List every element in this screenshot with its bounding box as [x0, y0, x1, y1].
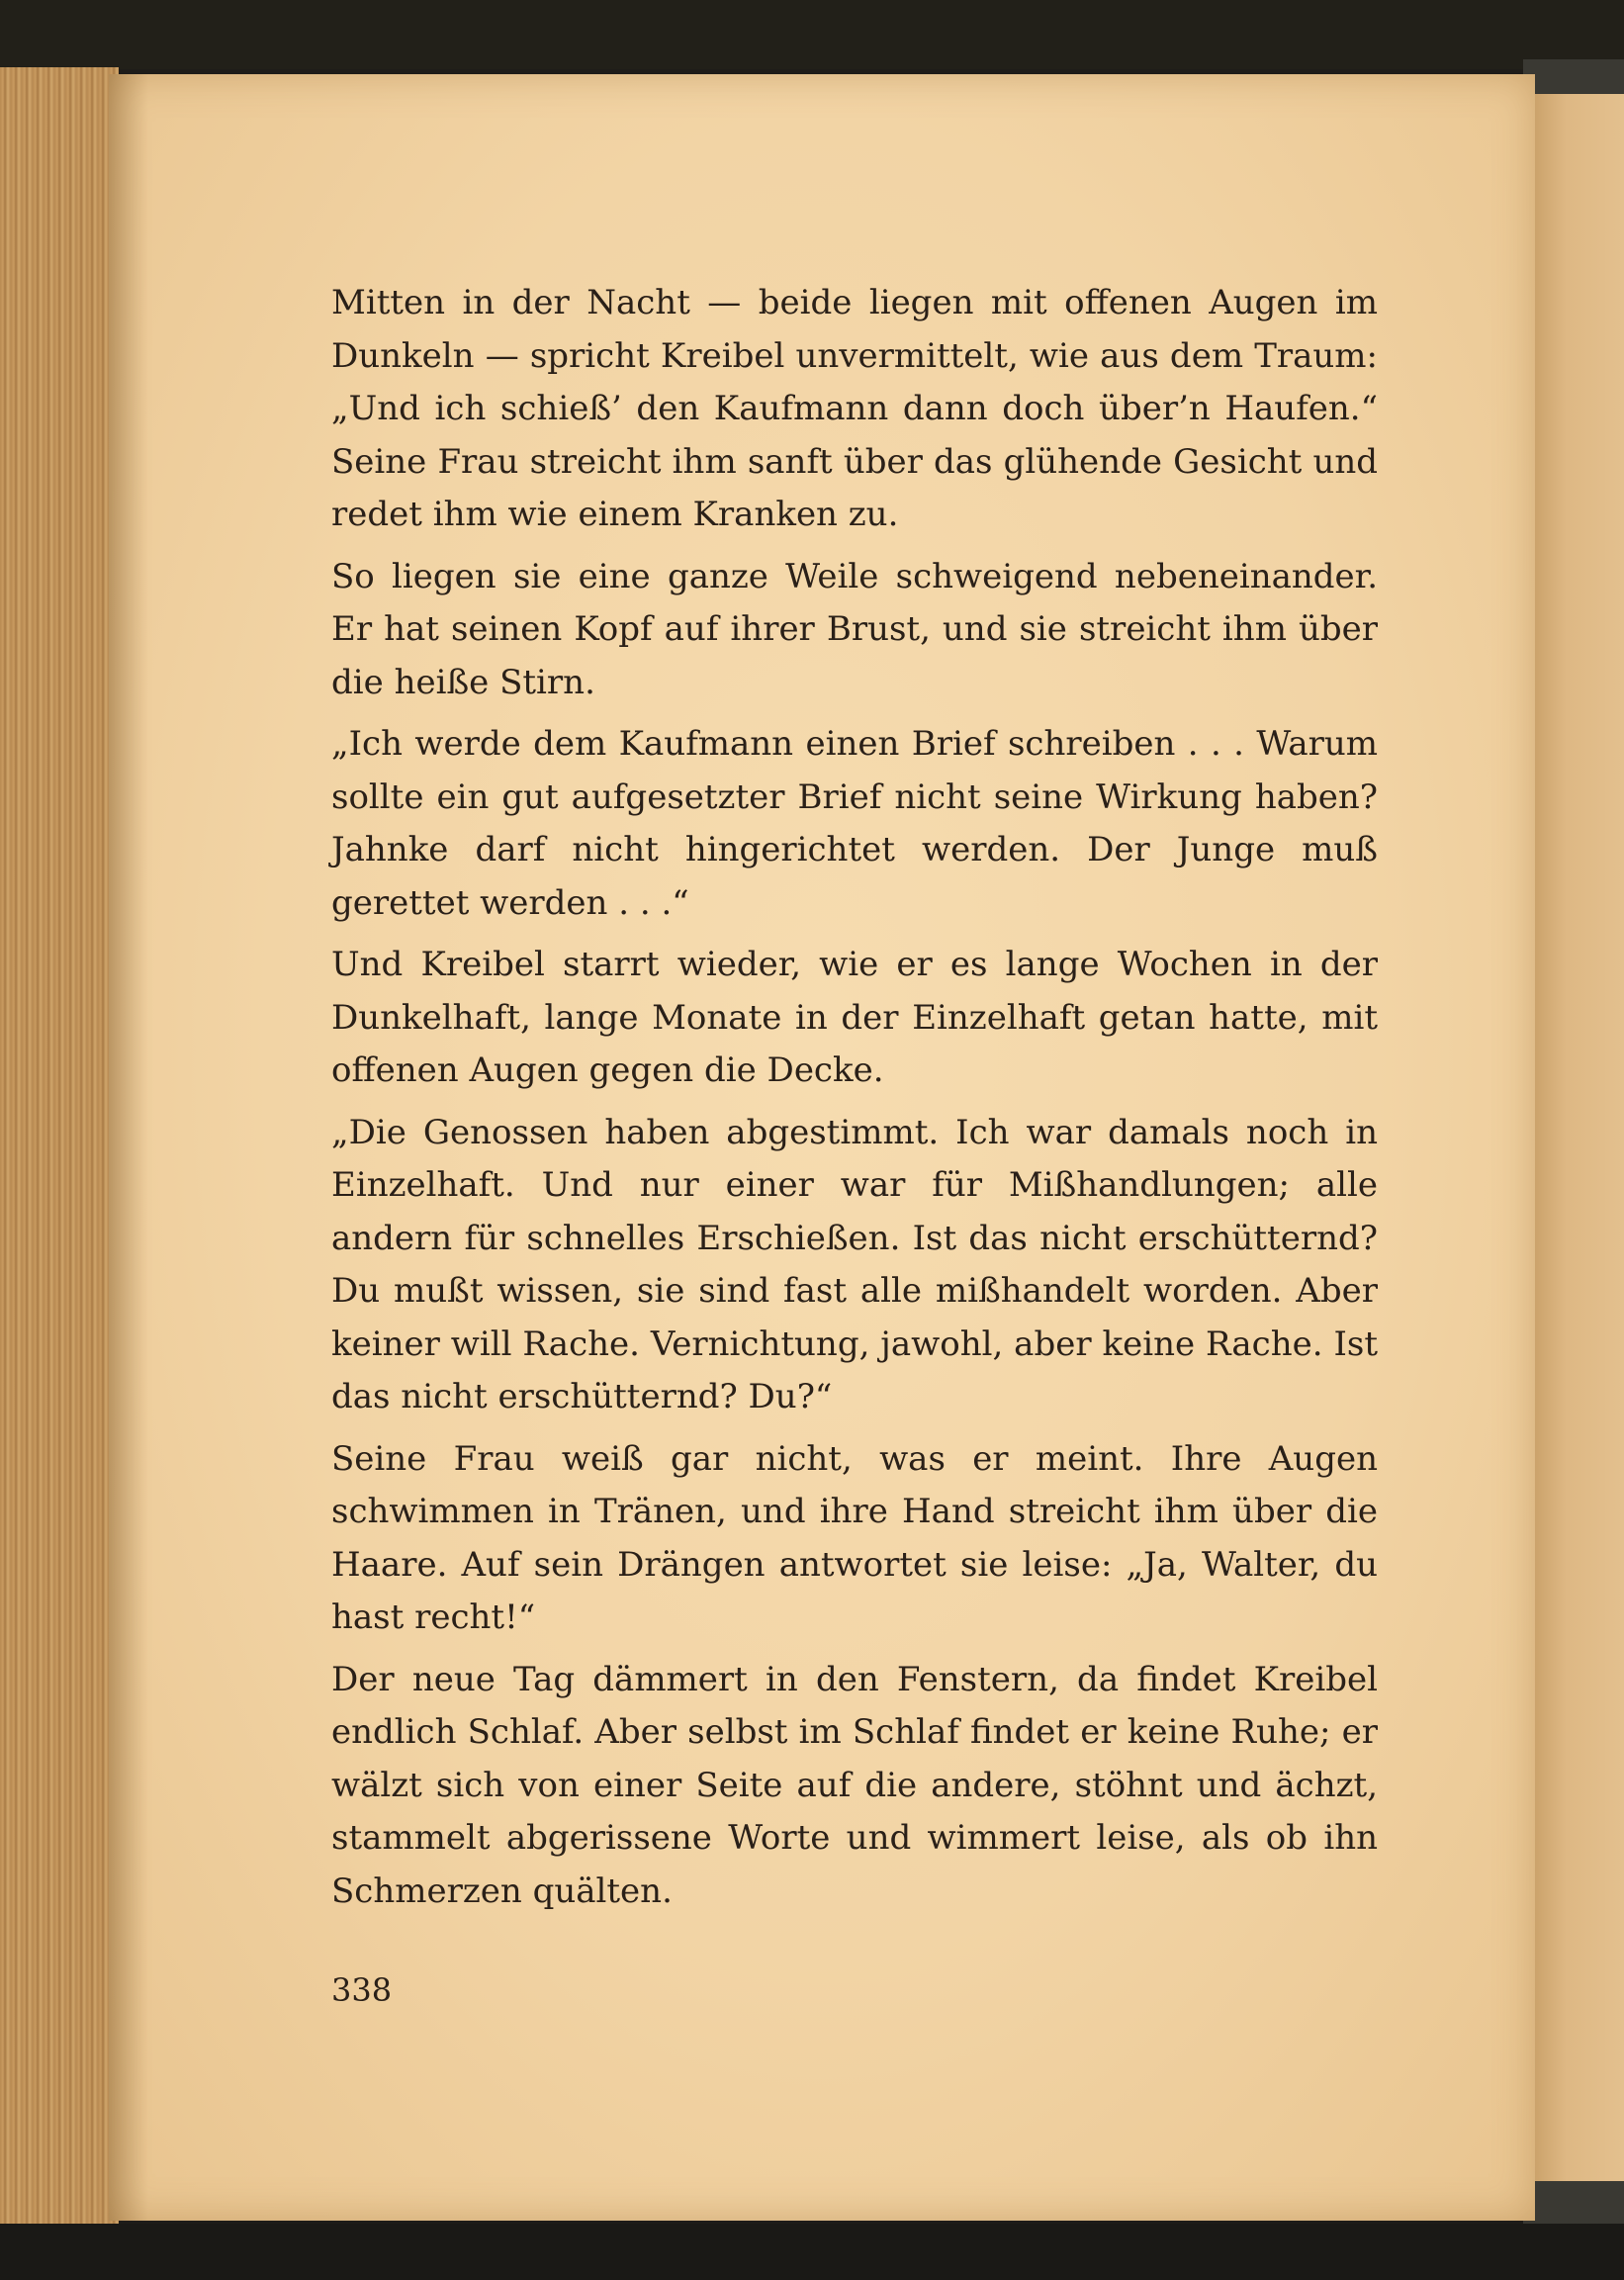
- next-page-edge: [1528, 94, 1624, 2181]
- paragraph: Und Kreibel starrt wieder, wie er es lange Wochen in der Dunkelhaft, lange Monate in der Einzelhaft getan hatte, mit offenen Augen gegen die Decke.: [331, 945, 1378, 1090]
- paragraph: So liegen sie eine ganze Weile schweigend nebeneinander. Er hat seinen Kopf auf ihrer Brust, und sie streicht ihm über die heiße Stirn.: [331, 556, 1378, 702]
- paragraph: „Die Genossen haben abgestimmt. Ich war damals noch in Einzelhaft. Und nur einer war für Mißhandlungen; alle andern für schnelles Erschießen. Ist das nicht erschütternd? Du mußt wissen, sie sind fast alle mißhandelt worden. Aber keiner will Rache. Vernichtung, jawohl, aber keine Rache. Ist das nicht erschütternd? Du?“: [331, 1112, 1378, 1416]
- paragraph: Mitten in der Nacht — beide liegen mit offenen Augen im Dunkeln — spricht Kreibel unvermittelt, wie aus dem Traum: „Und ich schieß’ den Kaufmann dann doch über’n Haufen.“ Seine Frau streicht ihm sanft über das glühende Gesicht und redet ihm wie einem Kranken zu.: [331, 283, 1378, 534]
- page-edges-stack: [0, 67, 119, 2229]
- body-text: [331, 277, 1378, 1927]
- paragraph: Seine Frau weiß gar nicht, was er meint. Ihre Augen schwimmen in Tränen, und ihre Hand streicht ihm über die Haare. Auf sein Drängen antwortet sie leise: „Ja, Walter, du hast recht!“: [331, 1438, 1378, 1637]
- paragraph: „Ich werde dem Kaufmann einen Brief schreiben . . . Warum sollte ein gut aufgesetzter Brief nicht seine Wirkung haben? Jahnke darf nicht hingerichtet werden. Der Junge muß gerettet werden . . .“: [331, 724, 1378, 923]
- paragraph: Der neue Tag dämmert in den Fenstern, da findet Kreibel endlich Schlaf. Aber selbst im Schlaf findet er keine Ruhe; er wälzt sich von einer Seite auf die andere, stöhnt und ächzt, stammelt abgerissene Worte und wimmert leise, als ob ihn Schmerzen quälten.: [331, 1659, 1378, 1911]
- book-cover-top: [0, 0, 1624, 69]
- page-number: 338: [331, 1971, 393, 2009]
- gutter-shadow: [109, 74, 148, 2221]
- book-cover-bottom: [0, 2224, 1624, 2280]
